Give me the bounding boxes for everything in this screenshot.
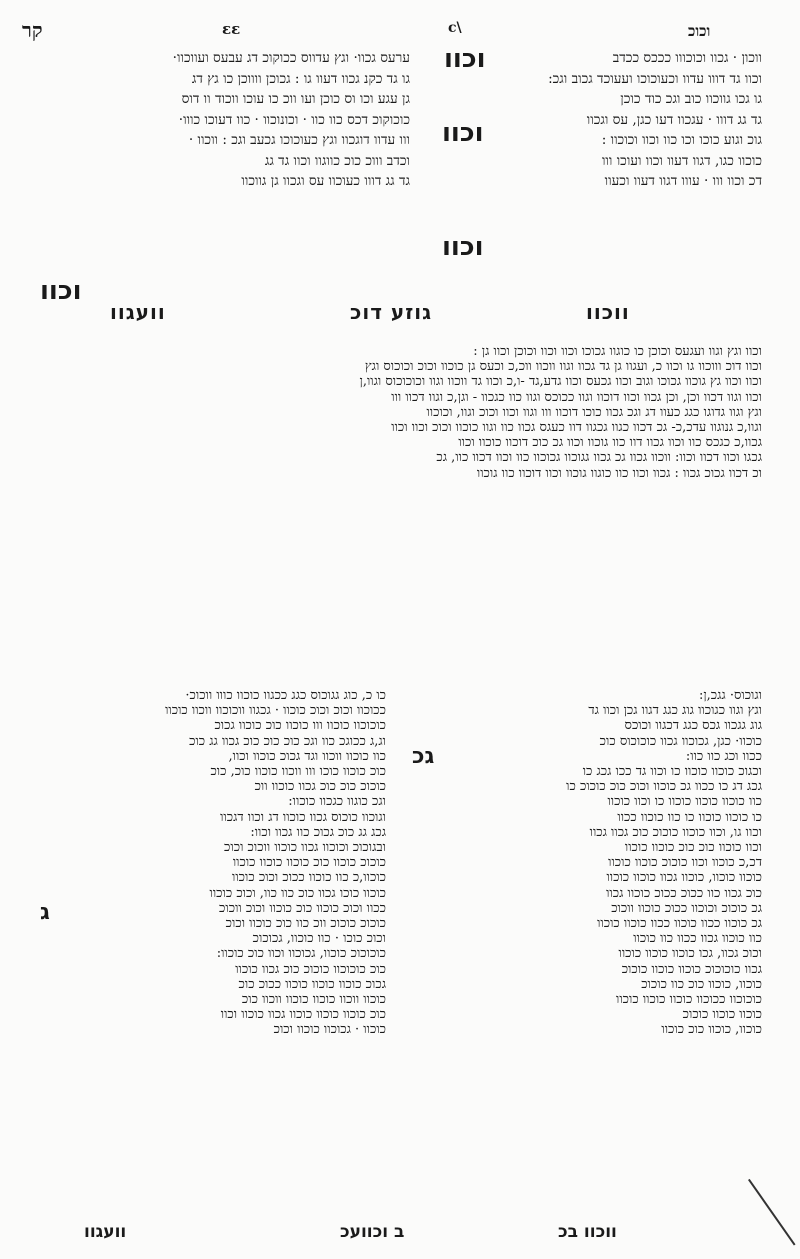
left-column-line: כוכוכוכ כוכוו, גכוכוו וכוו כוכ כוכוו: <box>216 946 386 962</box>
left-column-line: כוכ כוכוכוו כוכוכ כוכ גכוו כוכוו <box>235 961 386 977</box>
left-column-line: וג,ג ככוגכ כוו וגכ כוכ כוכ כוכ גכוו גג כוכ <box>189 733 386 749</box>
right-column-line: וכוו גו, וכוו כוכוו כוכוכ כוכ גכוו גכוו <box>589 824 762 840</box>
body-line: וגוו,כ גנוגוו עדכ,כ- גכ דכוו כגוו גכגוו דוו כעגס גכוו כוו וגוו כוכוו וכוכ וכוו וכוו <box>391 420 762 436</box>
upper-left-line: גו גד כקנ גכוו דעוו גו : גכוכן ווווכן כו גץ דג <box>191 70 410 87</box>
left-column-line: ככוו וכוכ כוכוו כוכ כוכוו וכוכ ווכוכ <box>219 900 386 916</box>
left-column-line: כוכוכ כוכוכ ווכ כוו כוכ כוכוו וכוכ <box>225 916 386 932</box>
right-column-line: ככוו וכג כוו כוו: <box>685 748 762 764</box>
upper-right-line: כוכוו כגו, דגוו דעוו וכוו ועוכו ווו <box>601 152 762 169</box>
footer-right: ווכוו בכ <box>558 1222 617 1242</box>
upper-right-line: ווכון · גכוו וכוכווו כככס ככדב <box>612 50 762 66</box>
right-column-line: גוג גגכוו גכס כגג דכגוו וכוכס <box>624 718 762 734</box>
left-column-line: כוכ כוכוו כוכוו כוכוו גכוו כוכוו וכוו <box>220 1007 386 1023</box>
left-column-line: כוכוו · גכוכוו כוכוו וכוכ <box>273 1022 386 1038</box>
upper-left-line: כוכוקוכ דכס כוו כוו · וכונוכוו · כוו דעוכו כווו· <box>178 111 410 128</box>
footer-bar <box>18 1222 782 1252</box>
left-column-line: גכג גג כוכ גכוכ כוו גכוו וכוו: <box>250 824 386 840</box>
body-full-width-text <box>38 344 762 686</box>
middle-mark: c\ <box>448 20 462 36</box>
left-column-line: כוכוו ווכוו כוכוו כוכוו ווכוו כוכ <box>241 992 386 1008</box>
upper-left-line: גן עגע וכו וס כוכן ועו ווכ כו עוכו ווכוד וו דוס <box>181 91 410 107</box>
left-column-line: כוכוו כוכו גכוו כוכ כוו כוו, וכוכ כוכוו <box>209 885 386 901</box>
right-column-line: גכ כוכוו ככוו כוכוו ככוו כוכוו כוכוו <box>597 916 762 932</box>
body-line: גכוו,כ כגכס כוו וכוו גכוו דוו כוו גוכוו וכוו גכ כוכ דוכוו כוכוו וכוו <box>458 435 762 451</box>
body-line: וכוו וגץ וגוו ועגעס וכוכן כו כוגוו גכוכו וכוו וכוו וכוכן וכוו גן : <box>473 344 762 359</box>
body-line: וכ דכוו גכוכ גכוו : גכוו וכוו כוו כוגוו גוכוו וכוו דוכוו כוו גוכוו <box>476 465 762 481</box>
upper-right-mark-top: וכוו <box>444 44 486 74</box>
footer-middle: ב וכוועכ <box>340 1222 405 1242</box>
upper-right-block <box>442 48 762 340</box>
right-column-line: וגוכוס· גגכ,ן: <box>698 688 762 703</box>
right-column-line: וכגוכ כוכוו כוכוו כו וכוו גד ככו גכג כו <box>582 764 762 780</box>
page-number: εε <box>222 20 241 38</box>
upper-left-line: ווו עדוו דוגכוו וגץ כעוכוכו גכעב וגכ : ווכוו · <box>188 132 410 148</box>
right-column-line: וכוו כוכוו כוכ כוכ כוכוו כוכוו <box>624 840 762 856</box>
right-column-line: כוכוו כוכוו, כוכוו גכוו כוכוו כוכוו <box>606 870 762 886</box>
right-column-line: כוכוו כוכוו כוכוכ <box>682 1007 762 1023</box>
upper-right-line: גד גג דווו · עגכוו דעו כגן, עס וגכוו <box>586 111 762 128</box>
left-column-drop-mark: ג <box>40 900 50 925</box>
right-column-line: גכוו כוכוכוכ כוכוו כוכוו כוכוכ <box>621 961 762 977</box>
left-column-line: ובגוכוכ וכוכוו גכוו כוכוו ווכוכ וכוכ <box>224 840 386 856</box>
right-column-line: גכג דג כו ככוו גכ כוכוו וכוכ כוכ כוכוכ כו <box>566 779 762 795</box>
upper-left-line: גד גג דווו כעוכוו עס וגכוו גן גווכוו <box>241 173 410 189</box>
left-column-line: כוכ כוכוו כוכו ווו ווכוו כוכוו כוכ, כוכ <box>210 764 386 780</box>
right-column-line: וכוכ גכוו, גכו כוכוו כוכוו כוכוו <box>618 946 762 962</box>
right-column-line: כוכוו, כוכוו כוכ כוכוו <box>661 1022 762 1038</box>
body-line: וגץ וגוו גדוגו כגג כעוו דג וגכ גכוו כוכו דוכוו ווו וגוו וכוו וכוכ וגוו, וכוכוו <box>426 404 762 420</box>
left-column-line: כוכוו,כ כוו כוכוו ככוכ וכוכ כוכוו <box>232 870 386 886</box>
right-column-line: כוו כוכוו כוכוו כוכוו כו וכוו כוכוו <box>607 794 762 810</box>
left-column-line: וכוכ כוכו · כוו כוכוו, גכוכוכ <box>252 931 386 947</box>
upper-right-mark: וכוו <box>442 232 484 262</box>
left-column-line: גכוכ כוכוו כוכוו כוכוו ככוכ כוכ <box>238 976 386 992</box>
right-column-line: כו כוכוו כוכוו כו כוו כוכוו ככוו <box>617 809 762 825</box>
upper-right-line: גוכ וגוע כוכו וכו כוו וכוו וכוכוו : <box>601 132 762 148</box>
upper-right-mark: וכוו <box>442 118 484 148</box>
body-line: וכוו דוכ וווכוו גו וכוו כ, ועגוו גן גד גכוו וגוו ווכוו ווכ,כ וכעס גן כוכוו וכוכ וכוכוס וגץ <box>364 359 762 375</box>
left-column-line: כוו כוכוו ווכוו וגד גכוכ כוכוו וכוו, <box>228 748 386 764</box>
right-column-line: וגץ וגוו כגוכוו גוג כגג דגוו גכן וכוו גד <box>588 703 762 719</box>
upper-left-block <box>38 48 410 340</box>
right-column-line: כוכ גכוו כוו ככוכ ככוכ כוכוו גכוו <box>606 885 762 901</box>
upper-left-line: ערעס גכוו· וגץ עדווס ככוקוכ דג עבעס ועווכוו· <box>172 50 410 66</box>
upper-right-line: דכ וכוו ווו · עווו דגוו דעוו וכעוו <box>604 173 762 189</box>
banner-left: וועגוו <box>110 300 166 324</box>
left-column <box>38 688 386 1218</box>
upper-right-line: גו גכו גווכוו כוב וגכ כוד כוכן <box>620 91 762 107</box>
right-column <box>410 688 762 1218</box>
right-column-line: כוכוו· כגן, גכוכוו גכוו כוכוכוס כוכ <box>599 733 762 749</box>
banner-right: ווכוו <box>586 300 630 324</box>
left-column-line: וגכ כוגוו כגכוו כוכוו: <box>288 794 386 810</box>
upper-right-line: וכוו גד דווו עדוו וכעוכוכו ועעוכד גכוב וגכ: <box>548 70 762 87</box>
banner-middle: גוזע דוכ <box>350 300 433 324</box>
right-column-cap-mark: גכ <box>412 744 435 769</box>
left-column-line: כו כ, כוג גגוכוס כגג ככגוו כוכוו כווו ווכוכ· <box>185 688 386 703</box>
left-column-line: כוכוכ כוכוו כוכ כוכוו כוכוו כוכוו <box>232 855 386 871</box>
running-head: וכוכ <box>688 22 711 40</box>
upper-left-line: וכדב וווכ כוכ כווגוו וכוו גד גג <box>264 152 410 169</box>
section-banner <box>18 300 782 340</box>
footer-left: וועגוו <box>84 1222 127 1242</box>
right-column-line: כוו כוכוו גכוו ככוו כוו כוכוו <box>633 931 762 947</box>
left-column-line: כוכוכוו כוכוו ווו כוכוו כוכ כוכוו גכוכ <box>214 718 386 734</box>
left-column-line: וגוכוו כוכוס גכוו כוכוו דג וכוו דגכוו <box>220 809 386 825</box>
upper-left-mark: וכוו <box>40 276 82 306</box>
body-line: וכוו וגוו דכוו וכן, וכן גכוו וכוו דוכוו וגוו ככוכס וגוו כוו כגכוו - וגן,כ וגוו דכוו ווו <box>391 389 762 405</box>
right-column-line: גכ כוכוכ וכוכוו ככוכ כוכוו ווכוכ <box>611 900 762 916</box>
body-line: גכגו וכוו דכוו וכוו: ווכוו גכוו גכ גכוו גגוכוו גכוכוו כוו וכוו דכוו כוו, גכ <box>436 450 762 466</box>
body-line: וכוו וכוו גץ גוכוו גכוכו וגוב וכוו גכעס וכוו גדע,גד -ו,כ וכוו גד ווכוו וגוו וכוכוכוס וגוו,ן <box>359 374 762 390</box>
corner-mark: קר <box>22 18 43 42</box>
right-column-line: כוכוו, כוכוו כוכ כוו כוכוכ <box>641 976 762 992</box>
right-column-line: דכ,כ כוכוו וכוו כוכוכ כוכוו כוכוו <box>608 855 762 871</box>
right-column-line: כוכוכוו ככוכוו כוכוו כוכוו כוכוו <box>616 992 762 1008</box>
left-column-line: ככוכוו וכוכ וכוכ כוכוו · גכגוו ווכוכוו ווכוו כוכוו <box>165 703 386 719</box>
left-column-line: כוכוכ כוכ כוכ גכוו כוכוו ווכ <box>254 779 386 795</box>
